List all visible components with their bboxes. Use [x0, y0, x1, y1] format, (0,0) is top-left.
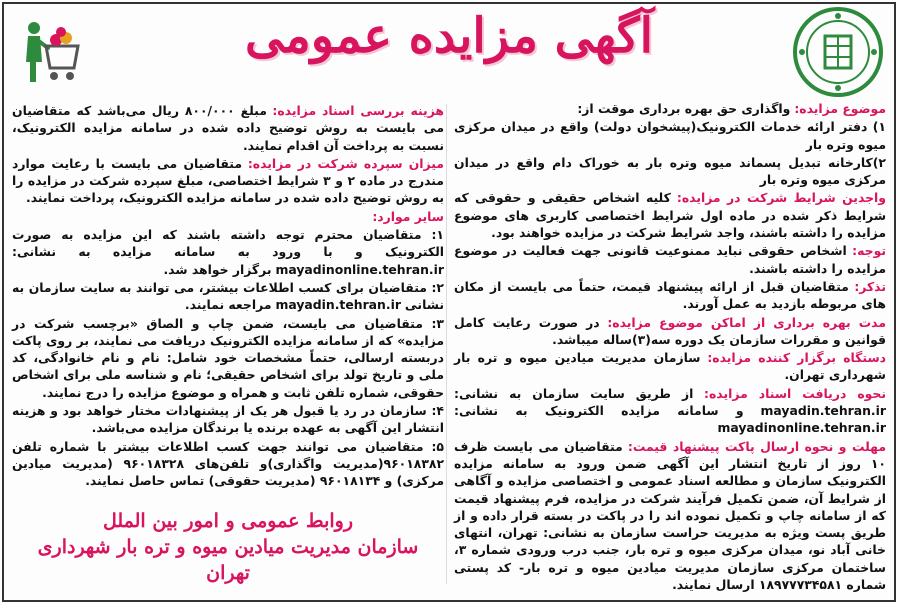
subject-text: واگذاری حق بهره برداری موقت از: [577, 101, 791, 116]
other-item-4: ۴: سازمان در رد یا قبول هر یک از پیشنهادات مختار خواهد بود و هزینه انتشار این آگهی به عهده برنده یا برندگان مزایده می‌باشد. [12, 403, 444, 436]
docs-text-1: از طریق سایت سازمان به نشانی: [454, 385, 694, 401]
fee-paragraph [12, 102, 444, 154]
docs-label: نحوه دریافت اسناد مزایده: [704, 385, 886, 401]
other-item-1 [12, 226, 444, 278]
deposit-paragraph [12, 155, 444, 207]
subject-label: موضوع مزایده: [794, 101, 886, 116]
docs-text-2: و سامانه مزایده الکترونیک به نشانی: [454, 403, 744, 419]
other-item-2-text-b: مراجعه نمایند. [184, 297, 272, 313]
footer-line-2: سازمان مدیریت میادین میوه و تره بار شهرداری تهران [37, 536, 419, 584]
page-title: آگهی مزایده عمومی [245, 8, 653, 64]
other-item-2-link[interactable]: mayadin.tehran.ir [275, 297, 401, 313]
organizer-paragraph [454, 349, 886, 384]
note-paragraph [454, 242, 886, 277]
other-item-2 [12, 279, 444, 314]
deadline-paragraph [454, 438, 886, 594]
organizer-label: دستگاه برگزار کننده مزایده: [707, 350, 886, 366]
fee-text: مبلغ ۸۰۰/۰۰۰ ریال می‌باشد که متقاضیان می بایست به روش توضیح داده شده در سامانه مزایده الکترونیک، نسبت به پرداخت آن اقدام نمایند. [12, 103, 444, 153]
other-item-1-text-a: ۱: متقاضیان محترم توجه داشته باشند که این مزایده به صورت الکترونیک و با ورود به سامانه مزایده به نشانی: [12, 227, 444, 260]
deadline-label: مهلت و نحوه ارسال پاکت پیشنهاد قیمت: [627, 438, 886, 454]
deposit-label: میزان سپرده شرکت در مزایده: [247, 155, 444, 171]
subject-item-2: ۲)کارخانه تبدیل پسماند میوه وتره بار به خوراک دام واقع در میدان مرکزی میوه وتره بار [454, 154, 886, 188]
note-label: توجه: [852, 243, 886, 259]
reminder-label: تذکر: [854, 278, 886, 294]
other-item-1-text-b: برگزار خواهد شد. [163, 261, 272, 277]
column-divider [446, 104, 447, 584]
docs-paragraph [454, 385, 886, 437]
duration-paragraph [454, 314, 886, 349]
docs-site-link-2[interactable]: mayadinonline.tehran.ir [717, 420, 886, 436]
organizer-text: سازمان مدیریت میادین میوه و تره بار شهرداری تهران. [454, 350, 886, 383]
footer-line-1: روابط عمومی و امور بین الملل [102, 510, 353, 532]
other-item-1-link[interactable]: mayadinonline.tehran.ir [275, 261, 444, 277]
eligibility-label: واجدین شرایط شرکت در مزایده: [676, 190, 886, 206]
subject-paragraph [454, 100, 886, 117]
eligibility-text: کلیه اشخاص حقیقی و حقوقی که شرایط ذکر شده در ماده اول شرایط اختصاصی کاربری های موضوع مزایده را داشته باشند، واجد شرایط شرکت در مزایده خواهند بود. [454, 190, 886, 241]
reminder-text: متقاضیان قبل از ارائه پیشنهاد قیمت، حتماً می بایست از مکان های مربوطه بازدید به عمل آورند. [454, 278, 886, 312]
duration-label: مدت بهره برداری از اماکن موضوع مزایده: [607, 314, 886, 330]
fee-label: هزینه بررسی اسناد مزایده: [272, 103, 444, 118]
docs-site-link-1[interactable]: mayadin.tehran.ir [760, 403, 886, 419]
footer-signature [18, 508, 438, 586]
other-item-2-text-a: ۲: متقاضیان برای کسب اطلاعات بیشتر، می توانند به سایت سازمان به نشانی [12, 279, 444, 313]
duration-text: در صورت رعایت کامل قوانین و مقررات سازمان یک دوره سه(۳)ساله میباشد. [454, 314, 886, 347]
note-text: اشخاص حقوقی نباید ممنوعیت قانونی جهت فعالیت در موضوع مزایده را داشته باشند. [454, 243, 886, 276]
other-item-3: ۳: متقاضیان می بایست، ضمن چاپ و الصاق «برچسب شرکت در مزایده» که از سامانه مزایده الکترونیک دریافت می نمایند، بر روی پاکت دربسته ارسالی، حتماً مشخصات خود شامل: نام و نام خانوادگی، کد ملی و تاریخ تولد برای اشخاص حقیقی؛ نام و شناسه ملی برای اشخاص حقوقی، شماره تلفن ثابت و همراه و موضوع مزایده را درج نمایند. [12, 315, 444, 400]
subject-item-1: ۱) دفتر ارائه خدمات الکترونیک(پیشخوان دولت) واقع در میدان مرکزی میوه وتره بار [454, 119, 886, 152]
right-column [454, 100, 886, 594]
reminder-paragraph [454, 278, 886, 313]
deposit-text: متقاضیان می بایست با رعایت موارد مندرج در ماده ۲ و ۳ شرایط اختصاصی، مبلغ سپرده شرکت در مزایده را به روش توضیح داده شده در سامانه مزایده الکترونیک، پرداخت نمایند. [12, 155, 444, 206]
left-column [12, 102, 444, 491]
other-item-5: ۵: متقاضیان می توانند جهت کسب اطلاعات بیشتر با شماره تلفن ۹۶۰۱۸۳۸۲(مدیریت واگذاری)و تلفن‌های ۹۶۰۱۸۳۲۸ (مدیریت میادین مرکزی) و ۹۶۰۱۸۱۳۴ (مدیریت حقوقی) تماس حاصل نمایند. [12, 438, 445, 489]
other-label: سایر موارد: [372, 208, 444, 224]
deadline-text: متقاضیان می بایست ظرف ۱۰ روز از تاریخ انتشار این آگهی ضمن ورود به سامانه مزایده الکترونیک سازمان و مطالعه اسناد عمومی و اختصاصی مزایده و آگاهی از شرایط آن، ضمن تکمیل فرآیند شرکت در مزایده، فرم پیشنهاد قیمت که از سامانه چاپ و تکمیل نموده اند را در پاکت در بسته قرار داده و از طریق پست ویژه به مدیریت حراست سازمان به نشانی: تهران، انتهای خانی آباد نو، میدان مرکزی میوه و تره بار، جنب درب ورودی شماره ۳، ساختمان مرکزی سازمان مدیریت میادین میوه و تره بار- کد پستی شماره ۱۸۹۷۷۷۳۴۵۸۱ ارسال نمایند. [454, 438, 886, 593]
eligibility-paragraph [454, 189, 886, 241]
